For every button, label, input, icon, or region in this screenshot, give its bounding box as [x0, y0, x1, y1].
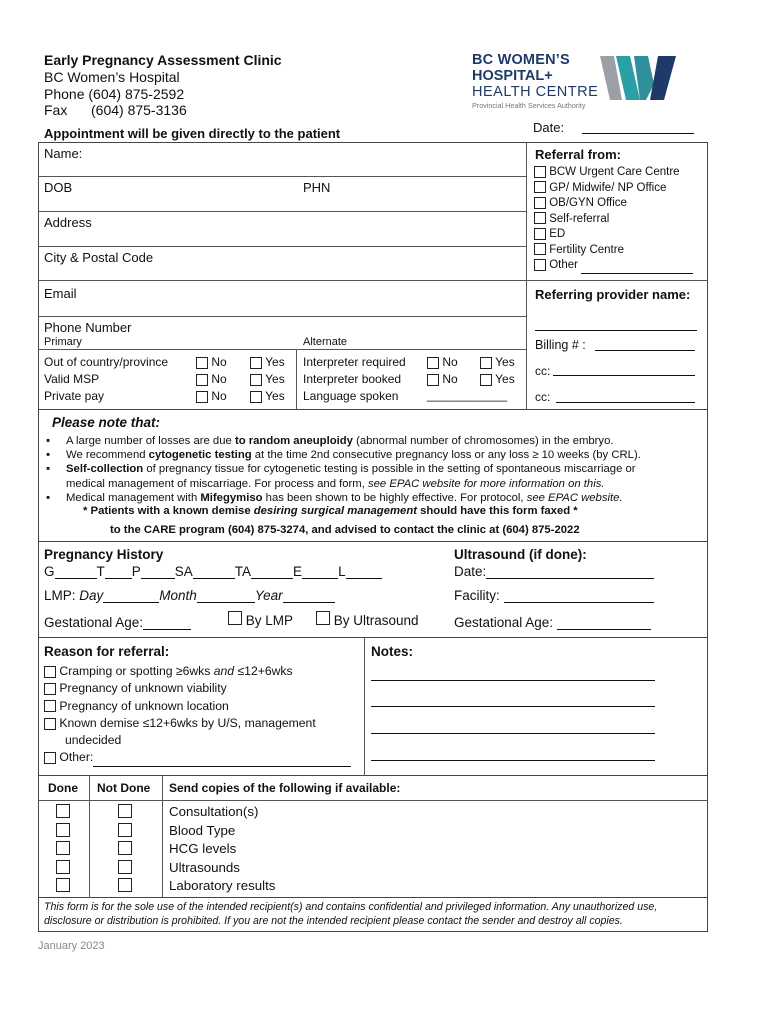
phone-label: Phone Number — [44, 320, 132, 335]
interpreter-questions — [303, 354, 406, 405]
reason-title: Reason for referral: — [44, 644, 170, 659]
note-title: Please note that: — [52, 415, 161, 430]
done-header: Done — [48, 781, 78, 795]
lmp-day-field[interactable] — [103, 589, 159, 603]
city-label: City & Postal Code — [44, 250, 154, 265]
no-label: No — [211, 372, 227, 386]
checkbox-not-done[interactable] — [118, 804, 132, 818]
bullet-icon: ▪ — [46, 435, 51, 447]
checkbox-done[interactable] — [56, 878, 70, 892]
interpreter-answers-yes — [480, 354, 515, 388]
reason-known-demise: Known demise ≤12+6wks by U/S, management — [59, 715, 316, 730]
city-line[interactable] — [38, 280, 708, 281]
reason-known-demise-cont: undecided — [65, 733, 122, 748]
note-italic: see EPAC website. — [526, 491, 623, 504]
sa-field[interactable] — [193, 565, 235, 579]
by-lmp-label: By LMP — [245, 613, 294, 628]
checkbox-unknown-location[interactable] — [44, 700, 56, 712]
confidential-notice — [44, 901, 657, 928]
us-facility-label: Facility: — [454, 588, 500, 603]
note-text: has been shown to be highly effective. For protocol, — [262, 491, 527, 504]
referral-options — [534, 165, 693, 274]
name-line[interactable] — [38, 176, 526, 177]
checkbox-yes[interactable] — [250, 374, 262, 386]
l-field[interactable] — [346, 565, 382, 579]
checkbox-not-done[interactable] — [118, 878, 132, 892]
referral-title: Referral from: — [535, 147, 621, 162]
g-label: G — [44, 564, 55, 579]
checkbox-by-ultrasound[interactable] — [316, 611, 330, 625]
us-ga-row — [454, 615, 651, 630]
status-answers-yes — [250, 354, 285, 405]
checkbox-yes[interactable] — [250, 357, 262, 369]
checkbox-cramping[interactable] — [44, 666, 56, 678]
lmp-label: LMP: — [44, 588, 80, 603]
date-line[interactable] — [582, 133, 694, 134]
ga-by-lmp — [228, 611, 293, 628]
ta-label: TA — [234, 564, 252, 579]
note-text: A large number of losses are due — [66, 435, 235, 447]
referral-divider — [526, 142, 527, 410]
ga-label: Gestational Age: — [44, 615, 144, 630]
phn-label: PHN — [303, 180, 331, 195]
gtpal-row — [44, 564, 382, 579]
note-text: Medical management with — [66, 491, 201, 504]
checkbox-done[interactable] — [56, 841, 70, 855]
notdone-header: Not Done — [97, 781, 151, 795]
notdone-checkboxes — [118, 804, 132, 897]
checkbox-yes[interactable] — [480, 374, 492, 386]
language-field[interactable]: ____________ — [427, 388, 508, 402]
date-label: Date: — [533, 120, 565, 135]
question-out-of-country: Out of country/province — [44, 355, 169, 369]
checkbox-not-done[interactable] — [118, 823, 132, 837]
checkbox-no[interactable] — [427, 374, 439, 386]
logo-line3: HEALTH CENTRE — [472, 84, 599, 100]
yes-label: Yes — [265, 355, 285, 369]
checkbox-unknown-viability[interactable] — [44, 683, 56, 695]
cc1-line[interactable] — [553, 375, 695, 376]
clinic-fax-number: (604) 875-3136 — [91, 102, 187, 118]
name-label: Name: — [44, 146, 83, 161]
yes-label: Yes — [495, 372, 515, 386]
checkbox-no[interactable] — [196, 357, 208, 369]
g-field[interactable] — [55, 565, 97, 579]
cc1-label: cc: — [535, 364, 551, 378]
lmp-year-field[interactable] — [283, 589, 335, 603]
notes-divider — [364, 638, 365, 776]
copies-col1 — [89, 776, 90, 898]
us-ga-label: Gestational Age: — [454, 615, 554, 630]
checkbox-gp[interactable] — [534, 181, 546, 193]
confidential-line-1: This form is for the sole use of the intended recipient(s) and contains confidential and privileged information. Any unauthorized use, — [44, 901, 658, 913]
checkbox-bcw-urgent[interactable] — [534, 166, 546, 178]
notes-line-1[interactable] — [371, 680, 655, 681]
ga-by-us — [316, 611, 419, 628]
option-fertility: Fertility Centre — [549, 243, 624, 256]
logo-line1: BC WOMEN’S — [472, 52, 570, 68]
note-text: at the time 2nd consecutive pregnancy loss or any loss ≥ 10 weeks (by CRL). — [251, 449, 641, 462]
checkbox-by-lmp[interactable] — [228, 611, 242, 625]
note-text: of pregnancy tissue for cytogenetic testing is possible in the setting of spontaneous miscarriage or — [143, 463, 636, 476]
faxed-note-line2: to the CARE program (604) 875-3274, and advised to contact the clinic at (604) 875-2022 — [110, 524, 580, 536]
faxed-note — [83, 505, 578, 517]
provider-label: Referring provider name: — [535, 287, 691, 302]
no-label: No — [442, 372, 458, 386]
option-gp: GP/ Midwife/ NP Office — [549, 181, 667, 194]
note-bullet-1 — [44, 434, 704, 448]
status-questions — [44, 354, 168, 405]
p-label: P — [131, 564, 141, 579]
billing-label: Billing # : — [535, 338, 586, 352]
note-list — [44, 434, 704, 505]
copy-lab-results: Laboratory results — [169, 878, 276, 894]
us-facility-row — [454, 588, 654, 603]
clinic-title: Early Pregnancy Assessment Clinic — [44, 52, 282, 68]
dob-label: DOB — [44, 180, 73, 195]
alternate-label: Alternate — [303, 336, 348, 348]
question-language-spoken: Language spoken — [303, 389, 399, 403]
checkbox-yes[interactable] — [480, 357, 492, 369]
copy-hcg-levels: HCG levels — [169, 841, 237, 857]
hospital-logo — [472, 52, 612, 112]
no-label: No — [442, 355, 458, 369]
faxed-b: desiring surgical management — [253, 505, 417, 517]
checkbox-fertility[interactable] — [534, 243, 546, 255]
yes-label: Yes — [495, 355, 515, 369]
checkbox-no[interactable] — [196, 374, 208, 386]
reason-other: Other: — [59, 750, 94, 765]
note-bold: Self-collection — [66, 463, 144, 476]
note-bullet-3 — [44, 462, 704, 490]
option-obgyn: OB/GYN Office — [549, 197, 627, 209]
lmp-row — [44, 588, 335, 603]
done-checkboxes — [56, 804, 70, 897]
dob-line[interactable] — [38, 211, 526, 212]
hospital-name: BC Women’s Hospital — [44, 69, 180, 85]
us-date-row — [454, 564, 654, 579]
ga-row — [44, 615, 191, 630]
notes-line-4[interactable] — [371, 760, 655, 761]
reason-cramping-c: ≤12+6wks — [234, 664, 293, 678]
copy-ultrasounds: Ultrasounds — [169, 859, 240, 875]
checkbox-not-done[interactable] — [118, 841, 132, 855]
status-answers — [196, 354, 227, 405]
checkbox-obgyn[interactable] — [534, 197, 546, 209]
t-field[interactable] — [105, 565, 132, 579]
send-header: Send copies of the following if available: — [169, 781, 401, 795]
reason-cramping-a: Cramping or spotting ≥6wks — [59, 664, 214, 678]
yes-label: Yes — [265, 389, 285, 403]
email-line[interactable] — [38, 316, 526, 317]
ta-field[interactable] — [251, 565, 293, 579]
note-bullet-4 — [44, 491, 704, 505]
lmp-month-field[interactable] — [197, 589, 255, 603]
note-bullet-2 — [44, 448, 704, 462]
interp-divider — [296, 349, 297, 410]
checkbox-done[interactable] — [56, 804, 70, 818]
option-other: Other — [549, 259, 578, 271]
us-date-field[interactable] — [486, 565, 654, 579]
notes-title: Notes: — [371, 644, 414, 659]
lmp-day-label: Day — [79, 588, 104, 603]
p-field[interactable] — [141, 565, 175, 579]
other-line[interactable] — [581, 262, 693, 274]
reason-cramping-b: and — [213, 664, 235, 678]
ga-field[interactable] — [143, 616, 191, 630]
question-interpreter-booked: Interpreter booked — [303, 372, 402, 386]
checkbox-done[interactable] — [56, 823, 70, 837]
primary-label: Primary — [44, 336, 82, 348]
logo-line4: Provincial Health Services Authority — [472, 101, 586, 110]
t-label: T — [96, 564, 105, 579]
checkbox-done[interactable] — [56, 860, 70, 874]
clinic-phone: Phone (604) 875-2592 — [44, 86, 185, 102]
yes-label: Yes — [265, 372, 285, 386]
checkbox-known-demise[interactable] — [44, 718, 56, 730]
logo-line2: HOSPITAL+ — [472, 68, 553, 84]
option-self-referral: Self-referral — [549, 212, 610, 225]
address-label: Address — [44, 215, 92, 230]
bullet-icon: ▪ — [46, 449, 51, 462]
faxed-a: * Patients with a known demise — [83, 505, 254, 517]
checkbox-self-referral[interactable] — [534, 212, 546, 224]
bullet-icon: ▪ — [46, 463, 51, 476]
reason-unknown-location: Pregnancy of unknown location — [59, 698, 229, 713]
us-facility-field[interactable] — [504, 589, 654, 603]
by-us-label: By Ultrasound — [333, 613, 419, 628]
checkbox-other-reason[interactable] — [44, 752, 56, 764]
clinic-fax-label: Fax — [44, 102, 68, 118]
note-bold: cytogenetic testing — [148, 449, 252, 462]
checkbox-no[interactable] — [427, 357, 439, 369]
option-ed: ED — [549, 228, 566, 240]
phone-line[interactable] — [38, 349, 526, 350]
logo-w-mark — [598, 54, 680, 102]
provider-line[interactable] — [535, 330, 697, 331]
bullet-icon: ▪ — [46, 491, 51, 504]
checkbox-no[interactable] — [196, 391, 208, 403]
option-bcw-urgent: BCW Urgent Care Centre — [549, 166, 680, 178]
ultrasound-title: Ultrasound (if done): — [454, 547, 587, 562]
no-label: No — [211, 389, 227, 403]
cc2-line[interactable] — [556, 402, 695, 403]
no-label: No — [211, 355, 227, 369]
copies-header-line — [38, 800, 708, 801]
copy-consultations: Consultation(s) — [169, 804, 259, 819]
e-field[interactable] — [302, 565, 338, 579]
us-ga-field[interactable] — [557, 616, 651, 630]
address-line[interactable] — [38, 246, 526, 247]
email-label: Email — [44, 286, 77, 301]
copy-blood-type: Blood Type — [169, 822, 236, 838]
copies-items — [169, 803, 275, 896]
checkbox-yes[interactable] — [250, 391, 262, 403]
checkbox-other[interactable] — [534, 259, 546, 271]
note-text: (abnormal number of chromosomes) in the embryo. — [352, 435, 614, 447]
note-text: We recommend — [66, 449, 149, 462]
notes-line-2[interactable] — [371, 706, 655, 707]
lmp-year-label: Year — [254, 588, 283, 603]
appointment-note: Appointment will be given directly to the patient — [44, 126, 341, 141]
copies-col2 — [162, 776, 163, 898]
checkbox-not-done[interactable] — [118, 860, 132, 874]
sa-label: SA — [174, 564, 193, 579]
interpreter-answers-no — [427, 354, 458, 388]
form-date: January 2023 — [38, 940, 105, 952]
pregnancy-title: Pregnancy History — [44, 547, 164, 562]
question-private-pay: Private pay — [44, 389, 105, 403]
question-valid-msp: Valid MSP — [44, 372, 100, 386]
notes-line-3[interactable] — [371, 733, 655, 734]
faxed-c: should have this form faxed * — [416, 505, 578, 517]
note-bold: Mifegymiso — [200, 491, 263, 504]
checkbox-ed[interactable] — [534, 228, 546, 240]
reason-other-field[interactable] — [93, 755, 351, 767]
question-interpreter-required: Interpreter required — [303, 355, 406, 369]
e-label: E — [293, 564, 303, 579]
note-italic: see EPAC website for more information on this. — [368, 477, 605, 490]
l-label: L — [338, 564, 346, 579]
reason-options — [44, 663, 351, 767]
billing-line[interactable] — [595, 350, 695, 351]
reason-unknown-viability: Pregnancy of unknown viability — [59, 681, 227, 696]
lmp-month-label: Month — [159, 588, 197, 603]
cc2-label: cc: — [535, 390, 551, 404]
confidential-line-2: disclosure or distribution is prohibited. If you are not the intended recipient please contact the sender and destroy all copies. — [44, 914, 623, 927]
note-bold: to random aneuploidy — [234, 435, 353, 447]
note-text: medical management of miscarriage. For process and form, — [66, 477, 368, 490]
us-date-label: Date: — [454, 564, 487, 579]
